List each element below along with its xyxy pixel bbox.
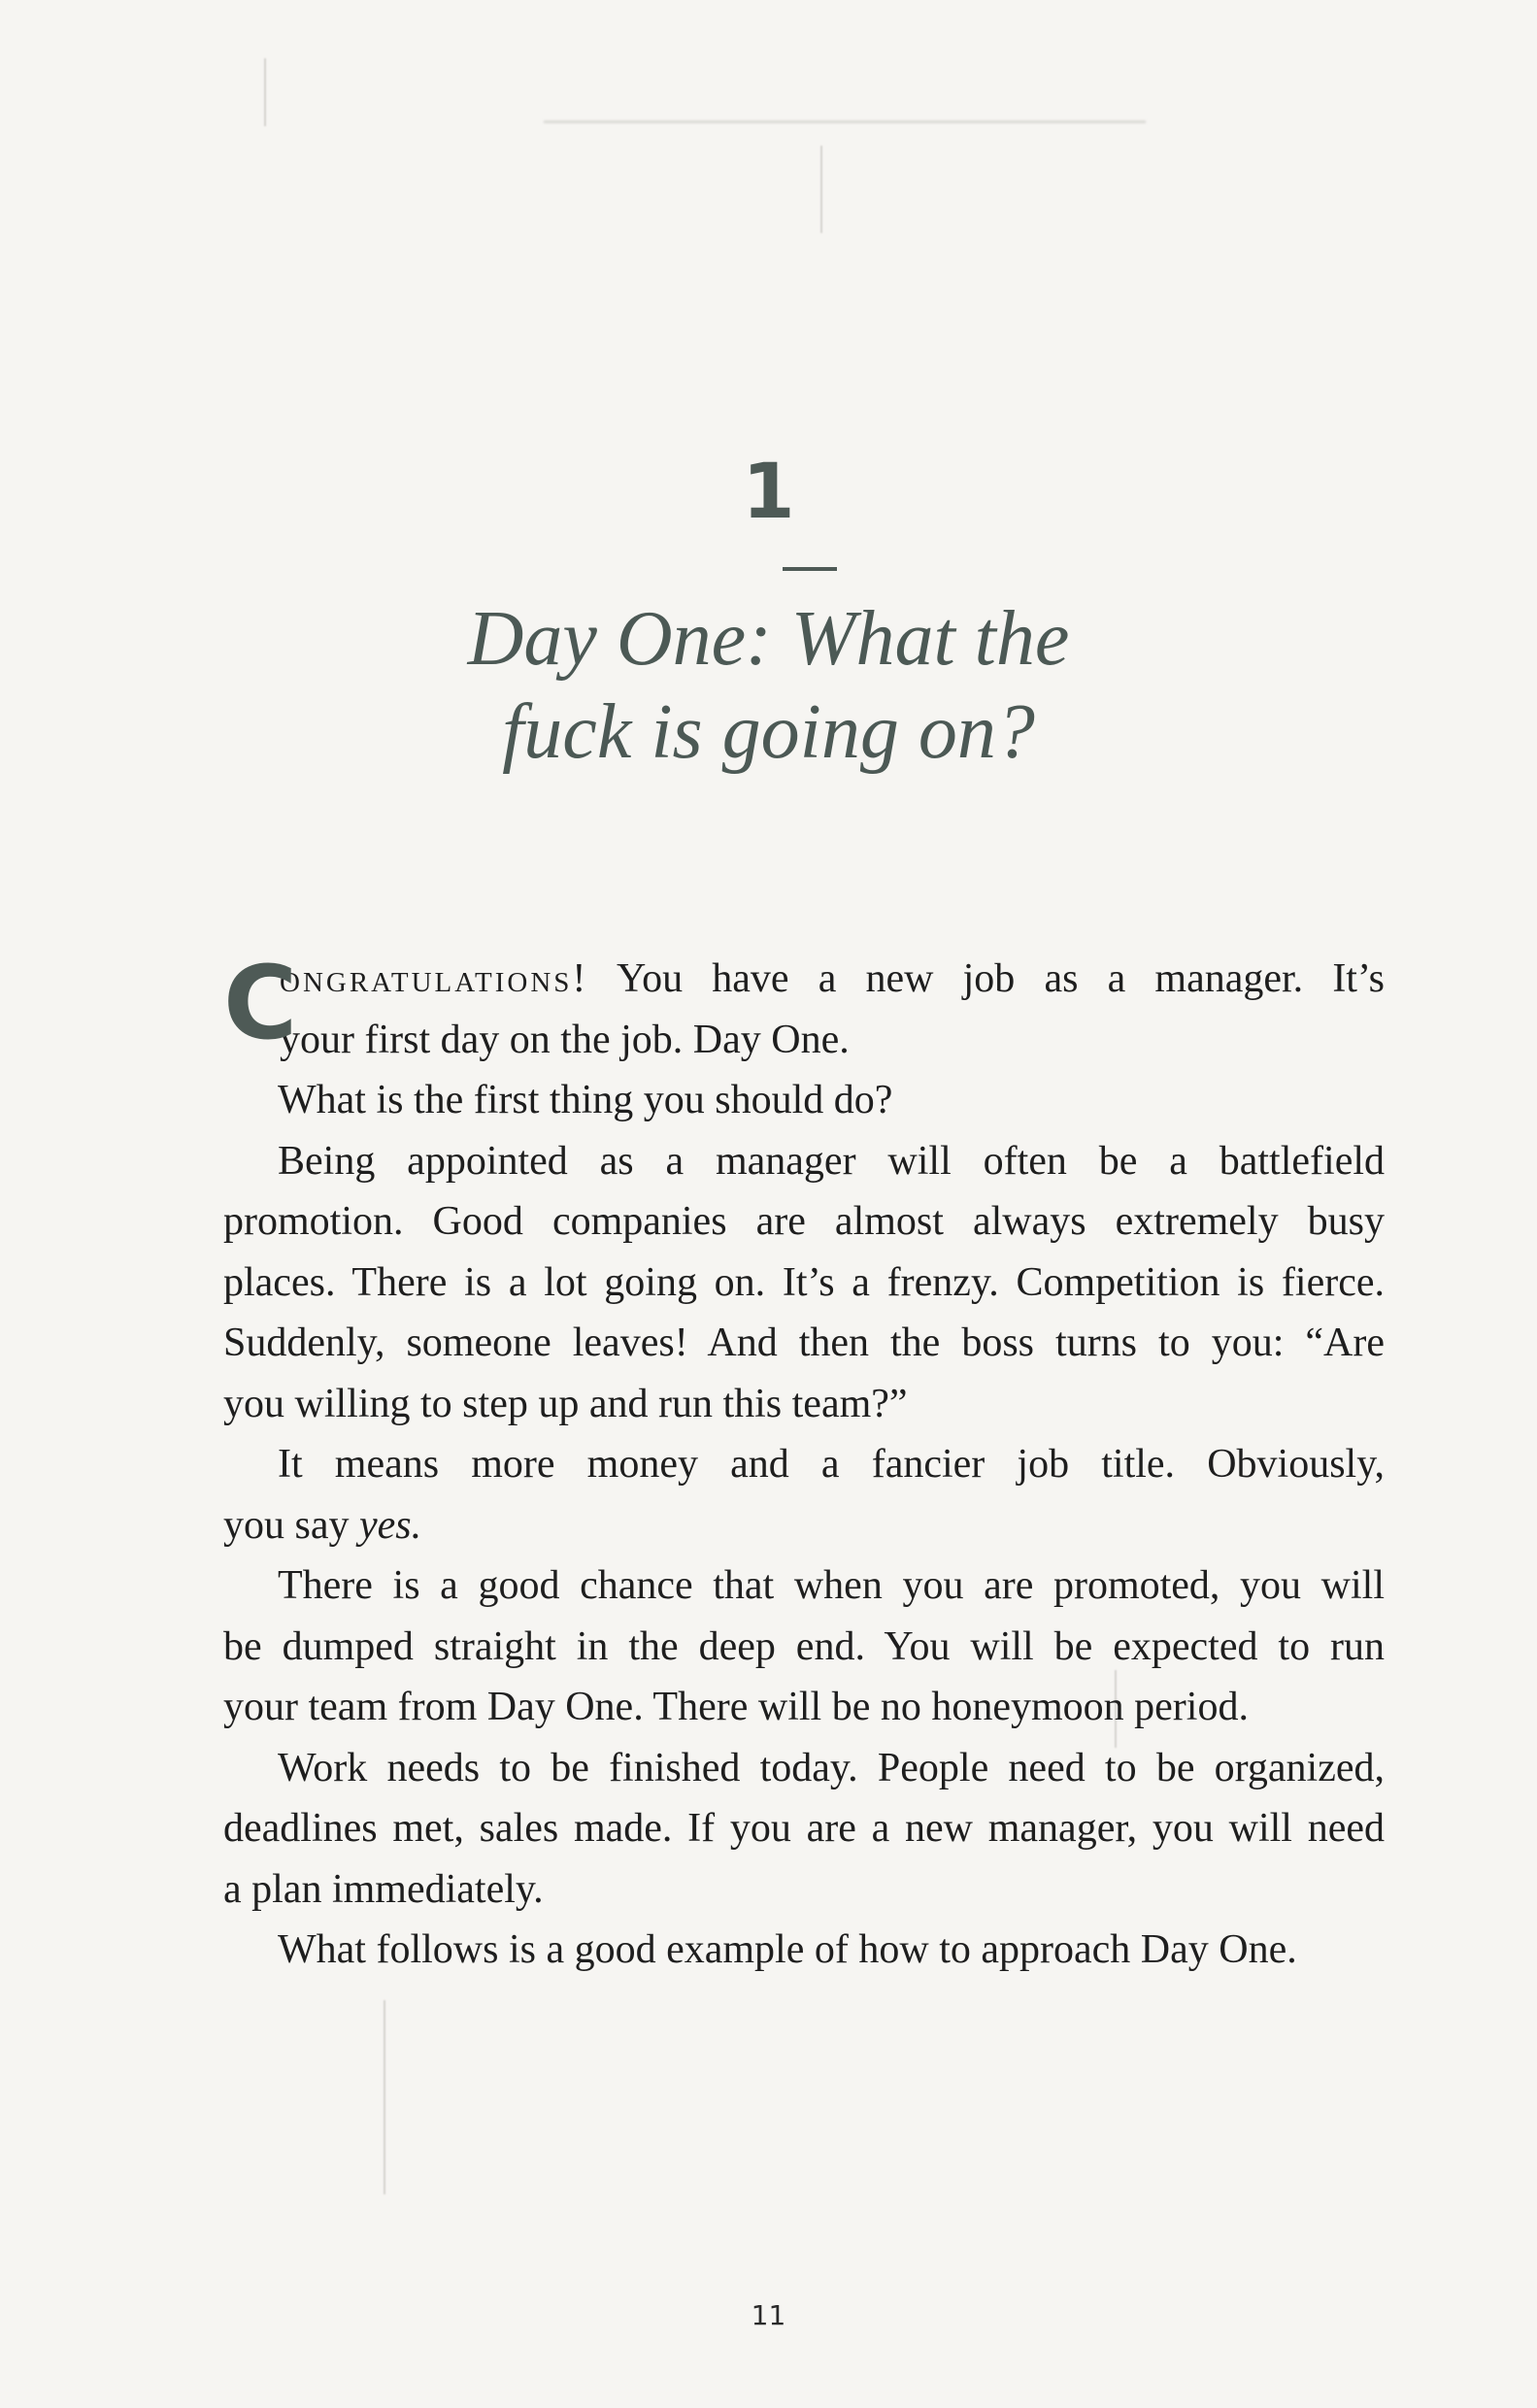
paragraph-7-line-1: What follows is a good example of how to approach Day One. (278, 1927, 1297, 1972)
paragraph-2-line-1: What is the first thing you should do? (278, 1078, 893, 1122)
chapter-title (291, 592, 1246, 779)
paragraph-5-line-2: be dumped straight in the deep end. You will be expected to run (223, 1623, 1385, 1669)
paragraph-4-line-1: It means more money and a fancier job title. Obviously, (278, 1442, 1385, 1487)
paragraph-3-line-2: promotion. Good companies are almost always extremely busy (223, 1199, 1385, 1244)
chapter-number: 1 (742, 449, 795, 536)
paragraph-3-line-4: Suddenly, someone leaves! And then the boss turns to you: “Are (223, 1321, 1385, 1365)
bleed-through-mark (820, 146, 822, 233)
chapter-body (223, 944, 1385, 1981)
bleed-through-mark (384, 2000, 385, 2194)
bleed-through-mark (264, 58, 266, 126)
drop-cap: C (223, 944, 298, 1062)
paragraph-4-line-2 (223, 1495, 1385, 1556)
paragraph-3-line-1: Being appointed as a manager will often be a battlefield (278, 1138, 1385, 1184)
chapter-title-line-2: fuck is going on? (502, 689, 1035, 775)
paragraph-6-line-3: a plan immediately. (223, 1866, 544, 1912)
emphasis-yes: yes. (359, 1502, 422, 1548)
page-number: 11 (751, 2299, 786, 2331)
chapter-number-underline (783, 567, 837, 571)
paragraph-3-line-3: places. There is a lot going on. It’s a frenzy. Competition is fierce. (223, 1259, 1385, 1305)
bleed-through-header-rule (544, 101, 1146, 123)
paragraph-5-line-1: There is a good chance that when you are promoted, you will (278, 1563, 1385, 1608)
paragraph-1-line-1-text: You have a new job as a manager. It’s (588, 956, 1385, 1001)
paragraph-6-line-2: deadlines met, sales made. If you are a new manager, you will need (223, 1806, 1385, 1851)
paragraph-1-line-2: your first day on the job. Day One. (280, 1017, 850, 1062)
paragraph-5-line-3: your team from Day One. There will be no honeymoon period. (223, 1685, 1249, 1729)
paragraph-6-line-1: Work needs to be finished today. People need to be organized, (278, 1745, 1385, 1790)
paragraph-3-line-5: you willing to step up and run this team?” (223, 1381, 908, 1426)
paragraph-4-line-2-text: you say (223, 1502, 359, 1548)
chapter-title-line-1: Day One: What the (467, 596, 1070, 682)
opening-small-caps: ongratulations! (280, 956, 589, 1001)
